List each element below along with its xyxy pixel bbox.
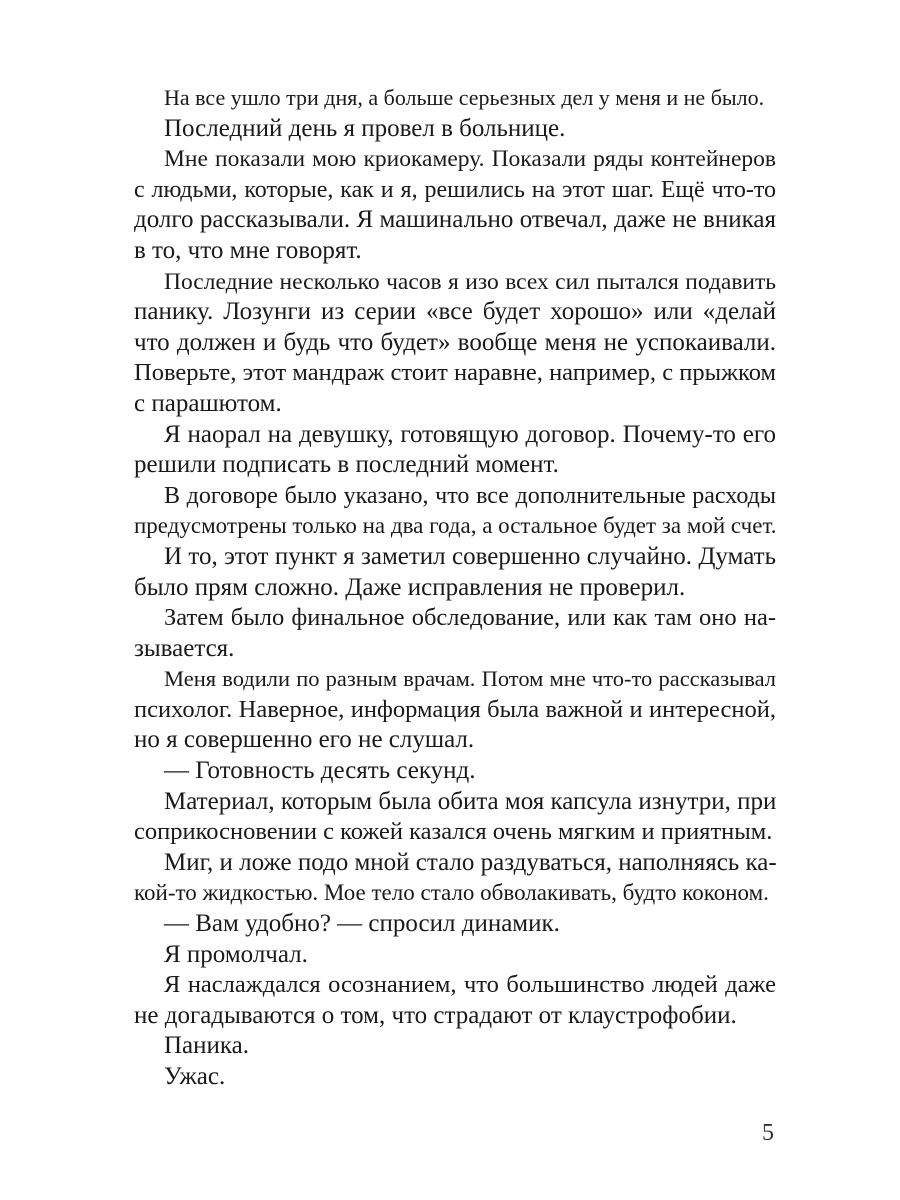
text-line: Мне показали мою криокамеру. Показали ряды контейнеров: [164, 146, 776, 173]
text-line: не догадываются о том, что страдают от клаустрофобии.: [134, 1001, 737, 1029]
text-line: было прям сложно. Даже исправления не проверил.: [134, 573, 686, 601]
text-line: предусмотрены только на два года, а остальное будет за мой счет.: [134, 513, 777, 539]
text-line: — Вам удобно? — спросил динамик.: [164, 910, 560, 938]
text-line: В договоре было указано, что все дополнительные расходы: [164, 482, 776, 509]
text-line: Последние несколько часов я изо всех сил пытался подавить: [164, 268, 776, 295]
text-line: Затем было финальное обследование, или как там оно на-: [164, 604, 776, 632]
text-line: соприкосновении с кожей казался очень мягким и приятным.: [134, 818, 773, 846]
text-line: Я наслаждался осознанием, что большинство людей даже: [164, 971, 776, 999]
text-line: Ужас.: [164, 1063, 226, 1090]
text-line: На все ушло три дня, а больше серьезных дел у меня и не было.: [164, 85, 765, 110]
text-line: Поверьте, этот мандраж стоит наравне, например, с прыжком: [134, 359, 776, 387]
text-line: Последний день я провел в больнице.: [164, 114, 566, 142]
text-line: зывается.: [134, 634, 235, 662]
page-number: 5: [762, 1120, 774, 1146]
text-line: Материал, которым была обита моя капсула изнутри, при: [164, 787, 777, 815]
text-line: Паника.: [164, 1032, 250, 1060]
text-line: Я промолчал.: [164, 940, 308, 968]
text-line: долго рассказывали. Я машинально отвечал, даже не вникая: [134, 206, 776, 234]
text-line: с людьми, которые, как и я, решились на этот шаг. Ещё что-то: [134, 176, 776, 203]
text-line: решили подписать в последний момент.: [134, 451, 559, 479]
text-line: Меня водили по разным врачам. Потом мне что-то рассказывал: [164, 666, 776, 692]
text-line: — Готовность десять секунд.: [164, 757, 476, 785]
text-line: Миг, и ложе подо мной стало раздуваться, наполняясь ка-: [164, 848, 777, 876]
text-line: что должен и будь что будет» вообще меня не успокаивали.: [134, 328, 776, 356]
text-line: И то, этот пункт я заметил совершенно случайно. Думать: [164, 542, 776, 570]
text-line: Я наорал на девушку, готовящую договор. Почему-то его: [164, 420, 776, 448]
text-line: кой-то жидкостью. Мое тело стало обволакивать, будто коконом.: [134, 880, 769, 906]
body-text: [134, 83, 776, 1093]
text-line: с парашютом.: [134, 389, 282, 417]
text-line: но я совершенно его не слушал.: [134, 726, 475, 754]
text-line: психолог. Наверное, информация была важной и интересной,: [134, 695, 776, 723]
text-line: панику. Лозунги из серии «все будет хорошо» или «делай: [134, 298, 776, 326]
text-line: в то, что мне говорят.: [134, 236, 362, 264]
